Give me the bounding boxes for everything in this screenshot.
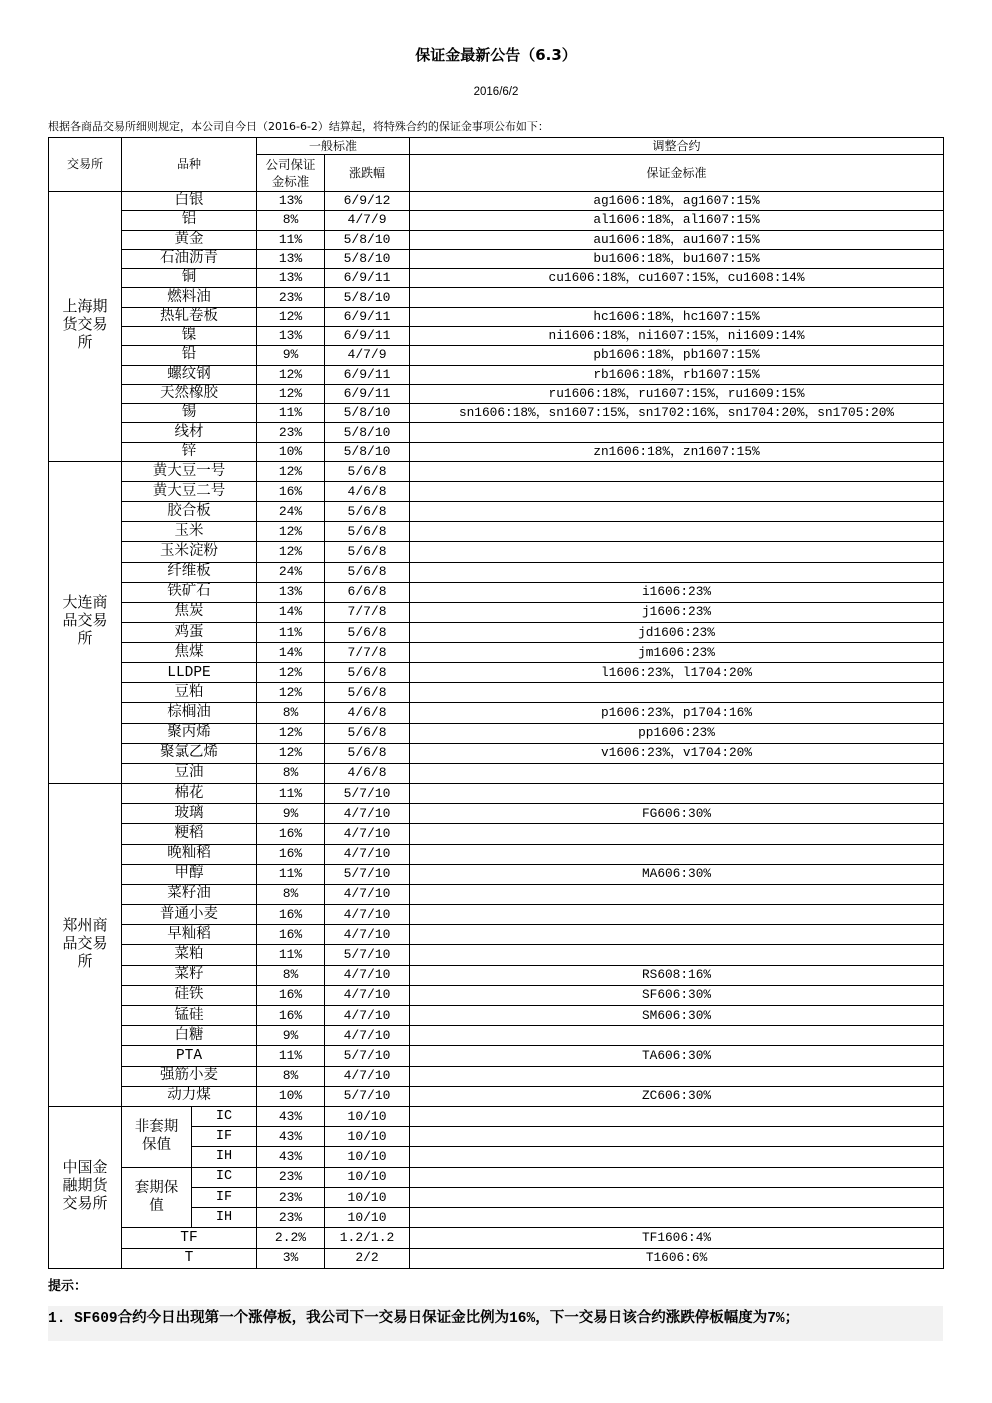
company-margin-cell: 8% (257, 211, 325, 230)
company-margin-cell: 12% (257, 663, 325, 683)
table-row (49, 864, 944, 884)
hedge-group-cell (122, 1106, 192, 1167)
price-limit-cell: 4/7/10 (325, 884, 410, 904)
company-margin-cell: 23% (257, 1208, 325, 1228)
adjusted-contract-cell (410, 1187, 944, 1207)
adjusted-contract-cell (410, 763, 944, 783)
adjusted-contract-cell (410, 1106, 944, 1126)
company-margin-cell: 12% (257, 542, 325, 562)
variety-cell: 豆粕 (122, 683, 257, 703)
variety-cell: 玉米 (122, 522, 257, 542)
adjusted-contract-cell: rb1606:18%，rb1607:15% (410, 365, 944, 384)
adjusted-contract-cell (410, 1066, 944, 1086)
company-margin-cell: 8% (257, 884, 325, 904)
company-margin-cell: 16% (257, 985, 325, 1005)
price-limit-cell: 6/9/11 (325, 307, 410, 326)
adjusted-contract-cell (410, 905, 944, 925)
company-margin-cell: 23% (257, 288, 325, 307)
variety-cell: 镍 (122, 326, 257, 345)
table-row (49, 230, 944, 249)
price-limit-cell: 6/9/11 (325, 384, 410, 403)
price-limit-cell: 5/6/8 (325, 522, 410, 542)
company-margin-cell: 24% (257, 502, 325, 522)
variety-cell: 铅 (122, 346, 257, 365)
price-limit-cell: 7/7/8 (325, 643, 410, 663)
table-row (49, 288, 944, 307)
adjusted-contract-cell: ag1606:18%，ag1607:15% (410, 192, 944, 211)
company-margin-cell: 13% (257, 269, 325, 288)
table-row (49, 307, 944, 326)
table-row (49, 461, 944, 481)
company-margin-cell: 23% (257, 1187, 325, 1207)
company-margin-cell: 12% (257, 683, 325, 703)
adjusted-contract-cell: cu1606:18%，cu1607:15%，cu1608:14% (410, 269, 944, 288)
variety-cell: 纤维板 (122, 562, 257, 582)
variety-cell: 玻璃 (122, 804, 257, 824)
price-limit-cell: 5/7/10 (325, 1046, 410, 1066)
company-margin-cell: 10% (257, 442, 325, 461)
table-row (49, 482, 944, 502)
price-limit-cell: 5/8/10 (325, 230, 410, 249)
table-row (49, 804, 944, 824)
variety-cell: 石油沥青 (122, 249, 257, 268)
hedge-group-cell (122, 1167, 192, 1228)
company-margin-cell: 13% (257, 582, 325, 602)
table-row (49, 925, 944, 945)
adjusted-contract-cell (410, 1167, 944, 1187)
price-limit-cell: 5/7/10 (325, 1086, 410, 1106)
company-margin-cell: 14% (257, 602, 325, 622)
exchange-name: 郑州商品交易所 (62, 917, 108, 971)
price-limit-cell: 6/9/11 (325, 365, 410, 384)
price-limit-cell: 4/7/10 (325, 824, 410, 844)
price-limit-cell: 4/7/10 (325, 804, 410, 824)
adjusted-contract-cell (410, 461, 944, 481)
company-margin-cell: 11% (257, 864, 325, 884)
price-limit-cell: 5/7/10 (325, 783, 410, 803)
company-margin-cell: 11% (257, 783, 325, 803)
contract-code-cell: IF (192, 1127, 257, 1147)
adjusted-contract-cell (410, 884, 944, 904)
variety-cell: TF (122, 1228, 257, 1248)
margin-table (48, 137, 944, 1269)
adjusted-contract-cell: au1606:18%，au1607:15% (410, 230, 944, 249)
table-row (49, 442, 944, 461)
variety-cell: 菜籽油 (122, 884, 257, 904)
table-row (49, 1086, 944, 1106)
table-row (49, 663, 944, 683)
variety-cell: 热轧卷板 (122, 307, 257, 326)
adjusted-contract-cell: TA606:30% (410, 1046, 944, 1066)
adjusted-contract-cell: MA606:30% (410, 864, 944, 884)
table-row (49, 884, 944, 904)
adjusted-contract-cell (410, 783, 944, 803)
company-margin-cell: 14% (257, 643, 325, 663)
adjusted-contract-cell: FG606:30% (410, 804, 944, 824)
adjusted-contract-cell (410, 482, 944, 502)
contract-code-cell: IF (192, 1187, 257, 1207)
variety-cell: 聚氯乙烯 (122, 743, 257, 763)
price-limit-cell: 5/8/10 (325, 404, 410, 423)
price-limit-cell: 4/7/10 (325, 1006, 410, 1026)
price-limit-cell: 4/7/10 (325, 1066, 410, 1086)
price-limit-cell: 4/6/8 (325, 482, 410, 502)
price-limit-cell: 4/7/9 (325, 211, 410, 230)
table-row (49, 723, 944, 743)
adjusted-contract-cell: bu1606:18%，bu1607:15% (410, 249, 944, 268)
price-limit-cell: 10/10 (325, 1187, 410, 1207)
company-margin-cell: 9% (257, 346, 325, 365)
company-margin-cell: 16% (257, 905, 325, 925)
adjusted-contract-cell (410, 423, 944, 442)
exchange-cell (49, 1106, 122, 1268)
variety-cell: 早籼稻 (122, 925, 257, 945)
company-margin-cell: 9% (257, 804, 325, 824)
adjusted-contract-cell (410, 1026, 944, 1046)
variety-cell: LLDPE (122, 663, 257, 683)
price-limit-cell: 4/7/10 (325, 1026, 410, 1046)
adjusted-contract-cell: T1606:6% (410, 1248, 944, 1268)
company-margin-cell: 11% (257, 1046, 325, 1066)
variety-cell: 玉米淀粉 (122, 542, 257, 562)
price-limit-cell: 4/7/10 (325, 925, 410, 945)
table-row (49, 211, 944, 230)
table-row (49, 643, 944, 663)
company-margin-cell: 13% (257, 326, 325, 345)
table-row (49, 905, 944, 925)
company-margin-cell: 12% (257, 384, 325, 403)
variety-cell: 动力煤 (122, 1086, 257, 1106)
table-row (49, 683, 944, 703)
price-limit-cell: 4/7/10 (325, 985, 410, 1005)
company-margin-cell: 12% (257, 723, 325, 743)
price-limit-cell: 6/9/12 (325, 192, 410, 211)
table-row (49, 1167, 944, 1187)
exchange-name: 上海期货交易所 (62, 299, 108, 353)
table-row (49, 703, 944, 723)
price-limit-cell: 10/10 (325, 1127, 410, 1147)
company-margin-cell: 11% (257, 230, 325, 249)
variety-cell: 燃料油 (122, 288, 257, 307)
table-row (49, 743, 944, 763)
adjusted-contract-cell: pp1606:23% (410, 723, 944, 743)
contract-code-cell: IC (192, 1167, 257, 1187)
price-limit-cell: 5/8/10 (325, 442, 410, 461)
company-margin-cell: 12% (257, 522, 325, 542)
company-margin-cell: 16% (257, 844, 325, 864)
table-row (49, 602, 944, 622)
adjusted-contract-cell: sn1606:18%，sn1607:15%，sn1702:16%，sn1704:20%，sn1705:20% (410, 404, 944, 423)
variety-cell: 天然橡胶 (122, 384, 257, 403)
price-limit-cell: 5/6/8 (325, 663, 410, 683)
price-limit-cell: 5/6/8 (325, 622, 410, 642)
adjusted-contract-cell (410, 562, 944, 582)
adjusted-contract-cell (410, 288, 944, 307)
table-row (49, 502, 944, 522)
variety-cell: PTA (122, 1046, 257, 1066)
price-limit-cell: 5/6/8 (325, 723, 410, 743)
table-row (49, 269, 944, 288)
header-company-margin-label: 公司保证金标准 (265, 157, 316, 189)
adjusted-contract-cell (410, 1208, 944, 1228)
adjusted-contract-cell (410, 683, 944, 703)
variety-cell: 螺纹钢 (122, 365, 257, 384)
table-row (49, 423, 944, 442)
price-limit-cell: 5/7/10 (325, 945, 410, 965)
variety-cell: 铝 (122, 211, 257, 230)
exchange-cell (49, 192, 122, 462)
adjusted-contract-cell: TF1606:4% (410, 1228, 944, 1248)
table-row (49, 582, 944, 602)
company-margin-cell: 8% (257, 763, 325, 783)
table-row (49, 365, 944, 384)
company-margin-cell: 2.2% (257, 1228, 325, 1248)
company-margin-cell: 43% (257, 1106, 325, 1126)
table-row (49, 249, 944, 268)
note-item: 1. SF609合约今日出现第一个涨停板，我公司下一交易日保证金比例为16%，下一交易日该合约涨跌停板幅度为7%； (48, 1306, 943, 1341)
table-row (49, 542, 944, 562)
adjusted-contract-cell: zn1606:18%，zn1607:15% (410, 442, 944, 461)
price-limit-cell: 10/10 (325, 1147, 410, 1167)
price-limit-cell: 4/7/10 (325, 965, 410, 985)
header-margin-standard: 保证金标准 (410, 155, 944, 192)
header-price-limit: 涨跌幅 (325, 155, 410, 192)
table-row (49, 1248, 944, 1268)
variety-cell: 豆油 (122, 763, 257, 783)
page-title: 保证金最新公告（6.3） (415, 46, 577, 64)
company-margin-cell: 13% (257, 192, 325, 211)
adjusted-contract-cell: jd1606:23% (410, 622, 944, 642)
company-margin-cell: 10% (257, 1086, 325, 1106)
adjusted-contract-cell: SF606:30% (410, 985, 944, 1005)
adjusted-contract-cell: RS608:16% (410, 965, 944, 985)
company-margin-cell: 16% (257, 482, 325, 502)
table-row (49, 844, 944, 864)
hedge-group-name: 套期保值 (134, 1180, 179, 1215)
price-limit-cell: 7/7/8 (325, 602, 410, 622)
price-limit-cell: 4/7/10 (325, 844, 410, 864)
company-margin-cell: 24% (257, 562, 325, 582)
announcement-date: 2016/6/2 (473, 86, 519, 98)
variety-cell: 铜 (122, 269, 257, 288)
variety-cell: 硅铁 (122, 985, 257, 1005)
company-margin-cell: 16% (257, 824, 325, 844)
variety-cell: 普通小麦 (122, 905, 257, 925)
variety-cell: 白银 (122, 192, 257, 211)
table-row (49, 985, 944, 1005)
notes-heading: 提示： (48, 1279, 88, 1294)
variety-cell: 晚籼稻 (122, 844, 257, 864)
variety-cell: 黄金 (122, 230, 257, 249)
table-row (49, 783, 944, 803)
adjusted-contract-cell: l1606:23%，l1704:20% (410, 663, 944, 683)
variety-cell: 铁矿石 (122, 582, 257, 602)
table-row (49, 945, 944, 965)
table-header (49, 138, 944, 192)
variety-cell: 锡 (122, 404, 257, 423)
exchange-cell (49, 783, 122, 1106)
variety-cell: 菜粕 (122, 945, 257, 965)
variety-cell: 锌 (122, 442, 257, 461)
table-row (49, 1066, 944, 1086)
company-margin-cell: 9% (257, 1026, 325, 1046)
variety-cell: 黄大豆二号 (122, 482, 257, 502)
adjusted-contract-cell (410, 945, 944, 965)
header-exchange: 交易所 (49, 138, 122, 192)
price-limit-cell: 5/6/8 (325, 562, 410, 582)
adjusted-contract-cell (410, 925, 944, 945)
price-limit-cell: 5/8/10 (325, 288, 410, 307)
variety-cell: 聚丙烯 (122, 723, 257, 743)
adjusted-contract-cell: al1606:18%，al1607:15% (410, 211, 944, 230)
price-limit-cell: 5/6/8 (325, 502, 410, 522)
price-limit-cell: 2/2 (325, 1248, 410, 1268)
company-margin-cell: 8% (257, 965, 325, 985)
variety-cell: 焦煤 (122, 643, 257, 663)
price-limit-cell: 6/9/11 (325, 269, 410, 288)
price-limit-cell: 5/6/8 (325, 542, 410, 562)
price-limit-cell: 6/6/8 (325, 582, 410, 602)
variety-cell: T (122, 1248, 257, 1268)
price-limit-cell: 10/10 (325, 1167, 410, 1187)
table-row (49, 622, 944, 642)
company-margin-cell: 23% (257, 423, 325, 442)
adjusted-contract-cell (410, 1147, 944, 1167)
variety-cell: 棉花 (122, 783, 257, 803)
exchange-cell (49, 461, 122, 783)
adjusted-contract-cell: p1606:23%，p1704:16% (410, 703, 944, 723)
price-limit-cell: 5/8/10 (325, 249, 410, 268)
header-variety: 品种 (122, 138, 257, 192)
table-row (49, 346, 944, 365)
adjusted-contract-cell: ru1606:18%，ru1607:15%，ru1609:15% (410, 384, 944, 403)
price-limit-cell: 6/9/11 (325, 326, 410, 345)
company-margin-cell: 16% (257, 925, 325, 945)
company-margin-cell: 12% (257, 365, 325, 384)
company-margin-cell: 11% (257, 945, 325, 965)
table-row (49, 824, 944, 844)
adjusted-contract-cell: hc1606:18%，hc1607:15% (410, 307, 944, 326)
table-body (49, 192, 944, 1269)
adjusted-contract-cell (410, 1127, 944, 1147)
variety-cell: 线材 (122, 423, 257, 442)
variety-cell: 锰硅 (122, 1006, 257, 1026)
company-margin-cell: 11% (257, 622, 325, 642)
table-row (49, 965, 944, 985)
company-margin-cell: 13% (257, 249, 325, 268)
variety-cell: 黄大豆一号 (122, 461, 257, 481)
table-row (49, 1026, 944, 1046)
contract-code-cell: IH (192, 1208, 257, 1228)
company-margin-cell: 43% (257, 1127, 325, 1147)
table-row (49, 562, 944, 582)
adjusted-contract-cell: SM606:30% (410, 1006, 944, 1026)
adjusted-contract-cell (410, 542, 944, 562)
company-margin-cell: 8% (257, 1066, 325, 1086)
adjusted-contract-cell (410, 502, 944, 522)
adjusted-contract-cell (410, 844, 944, 864)
table-row (49, 384, 944, 403)
adjusted-contract-cell: ni1606:18%，ni1607:15%，ni1609:14% (410, 326, 944, 345)
table-row (49, 1046, 944, 1066)
price-limit-cell: 5/8/10 (325, 423, 410, 442)
variety-cell: 白糖 (122, 1026, 257, 1046)
price-limit-cell: 5/6/8 (325, 461, 410, 481)
table-row (49, 1228, 944, 1248)
contract-code-cell: IH (192, 1147, 257, 1167)
price-limit-cell: 10/10 (325, 1106, 410, 1126)
company-margin-cell: 3% (257, 1248, 325, 1268)
company-margin-cell: 16% (257, 1006, 325, 1026)
table-row (49, 763, 944, 783)
adjusted-contract-cell: v1606:23%，v1704:20% (410, 743, 944, 763)
variety-cell: 鸡蛋 (122, 622, 257, 642)
hedge-group-name: 非套期保值 (134, 1119, 179, 1154)
table-row (49, 1106, 944, 1126)
company-margin-cell: 23% (257, 1167, 325, 1187)
price-limit-cell: 5/6/8 (325, 743, 410, 763)
variety-cell: 焦炭 (122, 602, 257, 622)
variety-cell: 强筋小麦 (122, 1066, 257, 1086)
company-margin-cell: 8% (257, 703, 325, 723)
adjusted-contract-cell: ZC606:30% (410, 1086, 944, 1106)
price-limit-cell: 5/6/8 (325, 683, 410, 703)
company-margin-cell: 11% (257, 404, 325, 423)
company-margin-cell: 12% (257, 461, 325, 481)
exchange-name: 中国金融期货交易所 (62, 1160, 108, 1214)
variety-cell: 胶合板 (122, 502, 257, 522)
header-row (49, 138, 944, 155)
price-limit-cell: 10/10 (325, 1208, 410, 1228)
variety-cell: 菜籽 (122, 965, 257, 985)
company-margin-cell: 12% (257, 307, 325, 326)
adjusted-contract-cell: jm1606:23% (410, 643, 944, 663)
table-row (49, 326, 944, 345)
contract-code-cell: IC (192, 1106, 257, 1126)
variety-cell: 棕榈油 (122, 703, 257, 723)
adjusted-contract-cell: j1606:23% (410, 602, 944, 622)
table-row (49, 522, 944, 542)
company-margin-cell: 43% (257, 1147, 325, 1167)
adjusted-contract-cell (410, 824, 944, 844)
price-limit-cell: 4/6/8 (325, 763, 410, 783)
variety-cell: 甲醇 (122, 864, 257, 884)
adjusted-contract-cell (410, 522, 944, 542)
header-company-margin (257, 155, 325, 192)
exchange-name: 大连商品交易所 (62, 595, 108, 649)
header-general-standard: 一般标准 (257, 138, 410, 155)
price-limit-cell: 4/7/10 (325, 905, 410, 925)
price-limit-cell: 4/6/8 (325, 703, 410, 723)
adjusted-contract-cell: pb1606:18%，pb1607:15% (410, 346, 944, 365)
table-row (49, 404, 944, 423)
table-row (49, 1006, 944, 1026)
adjusted-contract-cell: i1606:23% (410, 582, 944, 602)
price-limit-cell: 5/7/10 (325, 864, 410, 884)
intro-text: 根据各商品交易所细则规定，本公司自今日（2016-6-2）结算起，将特殊合约的保证金事项公布如下： (48, 120, 549, 133)
company-margin-cell: 12% (257, 743, 325, 763)
variety-cell: 粳稻 (122, 824, 257, 844)
price-limit-cell: 1.2/1.2 (325, 1228, 410, 1248)
price-limit-cell: 4/7/9 (325, 346, 410, 365)
table-row (49, 192, 944, 211)
header-adjusted-contracts: 调整合约 (410, 138, 944, 155)
